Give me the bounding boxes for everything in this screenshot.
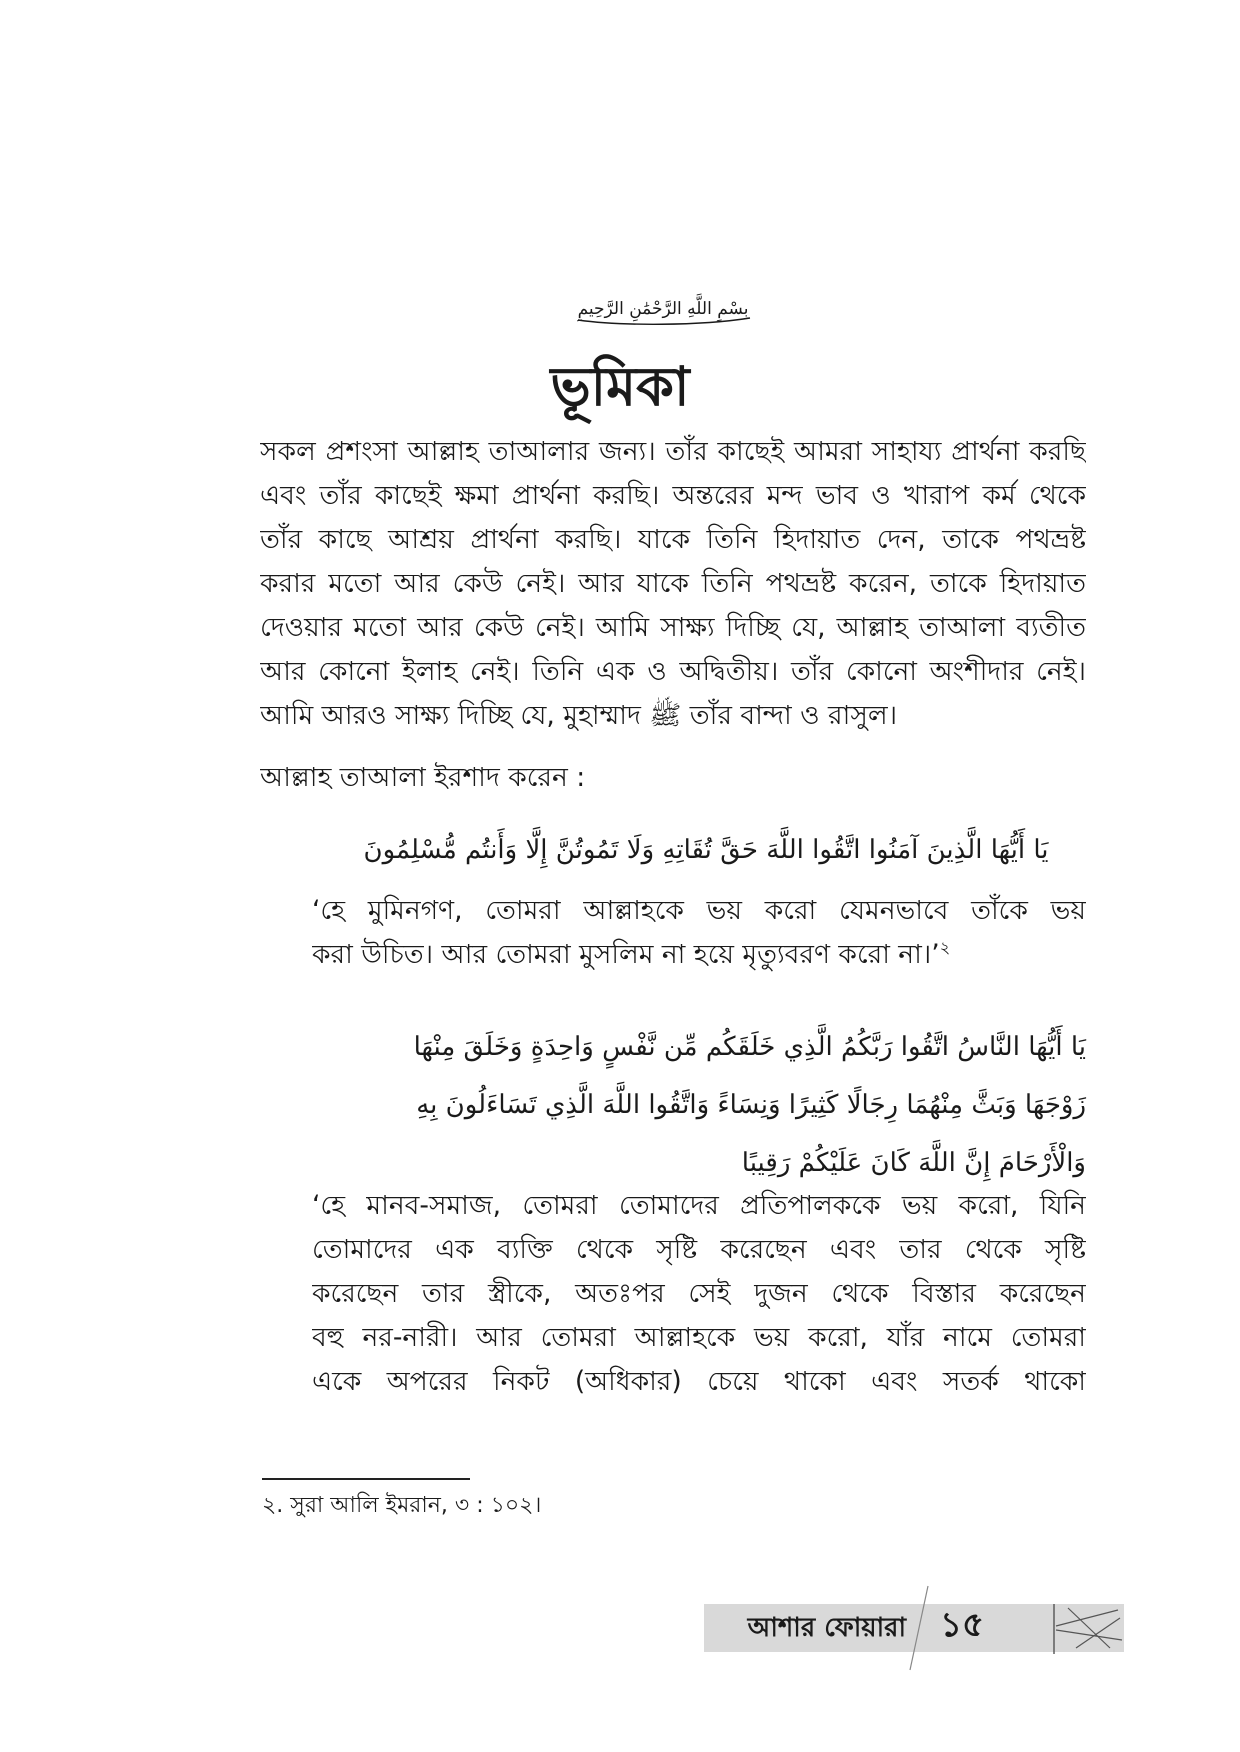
ayah-line: وَالْأَرْحَامَ إِنَّ اللَّهَ كَانَ عَلَيْكُمْ رَقِيبًا xyxy=(741,1148,1086,1178)
translation-line: একে অপরের নিকট (অধিকার) চেয়ে থাকো এবং সতর্ক থাকো xyxy=(312,1366,1086,1397)
footnote-marker[interactable]: ২ xyxy=(939,938,951,958)
bismillah-calligraphy xyxy=(560,276,766,332)
translation-2 xyxy=(312,1184,1086,1404)
translation-line: করেছেন তার স্ত্রীকে, অতঃপর সেই দুজন থেকে বিস্তার করেছেন xyxy=(312,1278,1086,1309)
quote-lead-in xyxy=(260,756,1086,800)
page-title: ভূমিকা xyxy=(550,355,690,418)
page-number: ১৫ xyxy=(940,1605,985,1645)
intro-line: আমি আরও সাক্ষ্য দিচ্ছি যে, মুহাম্মাদ ﷺ তাঁর বান্দা ও রাসুল। xyxy=(260,700,898,731)
intro-line: আর কোনো ইলাহ নেই। তিনি এক ও অদ্বিতীয়। তাঁর কোনো অংশীদার নেই। xyxy=(260,656,1086,687)
footnote: ২. সুরা আলি ইমরান, ৩ : ১০২। xyxy=(262,1493,542,1518)
intro-line: সকল প্রশংসা আল্লাহ তাআলার জন্য। তাঁর কাছেই আমরা সাহায্য প্রার্থনা করছি xyxy=(260,436,1086,467)
ayah-line: زَوْجَهَا وَبَثَّ مِنْهُمَا رِجَالًا كَثِيرًا وَنِسَاءً وَاتَّقُوا اللَّهَ الَّذِي تَسَاءَلُونَ بِهِ xyxy=(416,1090,1086,1120)
translation-line: তোমাদের এক ব্যক্তি থেকে সৃষ্টি করেছেন এবং তার থেকে সৃষ্টি xyxy=(312,1234,1086,1265)
translation-line: ‘হে মুমিনগণ, তোমরা আল্লাহকে ভয় করো যেমনভাবে তাঁকে ভয় xyxy=(312,895,1086,926)
intro-line: করার মতো আর কেউ নেই। আর যাকে তিনি পথভ্রষ্ট করেন, তাকে হিদায়াত xyxy=(260,568,1086,599)
intro-paragraph xyxy=(260,430,1086,738)
translation-line xyxy=(312,933,1086,977)
intro-line: দেওয়ার মতো আর কেউ নেই। আমি সাক্ষ্য দিচ্ছি যে, আল্লাহ তাআলা ব্যতীত xyxy=(260,612,1086,643)
translation-1 xyxy=(312,889,1086,977)
running-footer-book-title: আশার ফোয়ারা xyxy=(747,1613,906,1643)
footnote-divider xyxy=(262,1478,470,1480)
bismillah-text: بِسْمِ اللَّهِ الرَّحْمَٰنِ الرَّحِيمِ xyxy=(577,299,749,319)
intro-line: তাঁর কাছে আশ্রয় প্রার্থনা করছি। যাকে তিনি হিদায়াত দেন, তাকে পথভ্রষ্ট xyxy=(260,524,1086,555)
arabic-ayah-2 xyxy=(300,1018,1086,1192)
footer-decoration xyxy=(900,1578,1130,1678)
arabic-ayah-1: يَا أَيُّهَا الَّذِينَ آمَنُوا اتَّقُوا اللَّهَ حَقَّ تُقَاتِهِ وَلَا تَمُوتُنَّ إِلَّا وَأَنتُم مُّسْلِمُونَ xyxy=(363,835,1049,865)
intro-line: এবং তাঁর কাছেই ক্ষমা প্রার্থনা করছি। অন্তরের মন্দ ভাব ও খারাপ কর্ম থেকে xyxy=(260,480,1086,511)
lead-text: আল্লাহ তাআলা ইরশাদ করেন : xyxy=(260,762,586,793)
ayah-line: يَا أَيُّهَا النَّاسُ اتَّقُوا رَبَّكُمُ الَّذِي خَلَقَكُم مِّن نَّفْسٍ وَاحِدَةٍ وَخَلَقَ مِنْهَا xyxy=(413,1032,1086,1062)
translation-line: ‘হে মানব-সমাজ, তোমরা তোমাদের প্রতিপালককে ভয় করো, যিনি xyxy=(312,1190,1086,1221)
translation-line-text: করা উচিত। আর তোমরা মুসলিম না হয়ে মৃত্যুবরণ করো না।’ xyxy=(312,939,940,970)
translation-line: বহু নর-নারী। আর তোমরা আল্লাহকে ভয় করো, যাঁর নামে তোমরা xyxy=(312,1322,1086,1353)
